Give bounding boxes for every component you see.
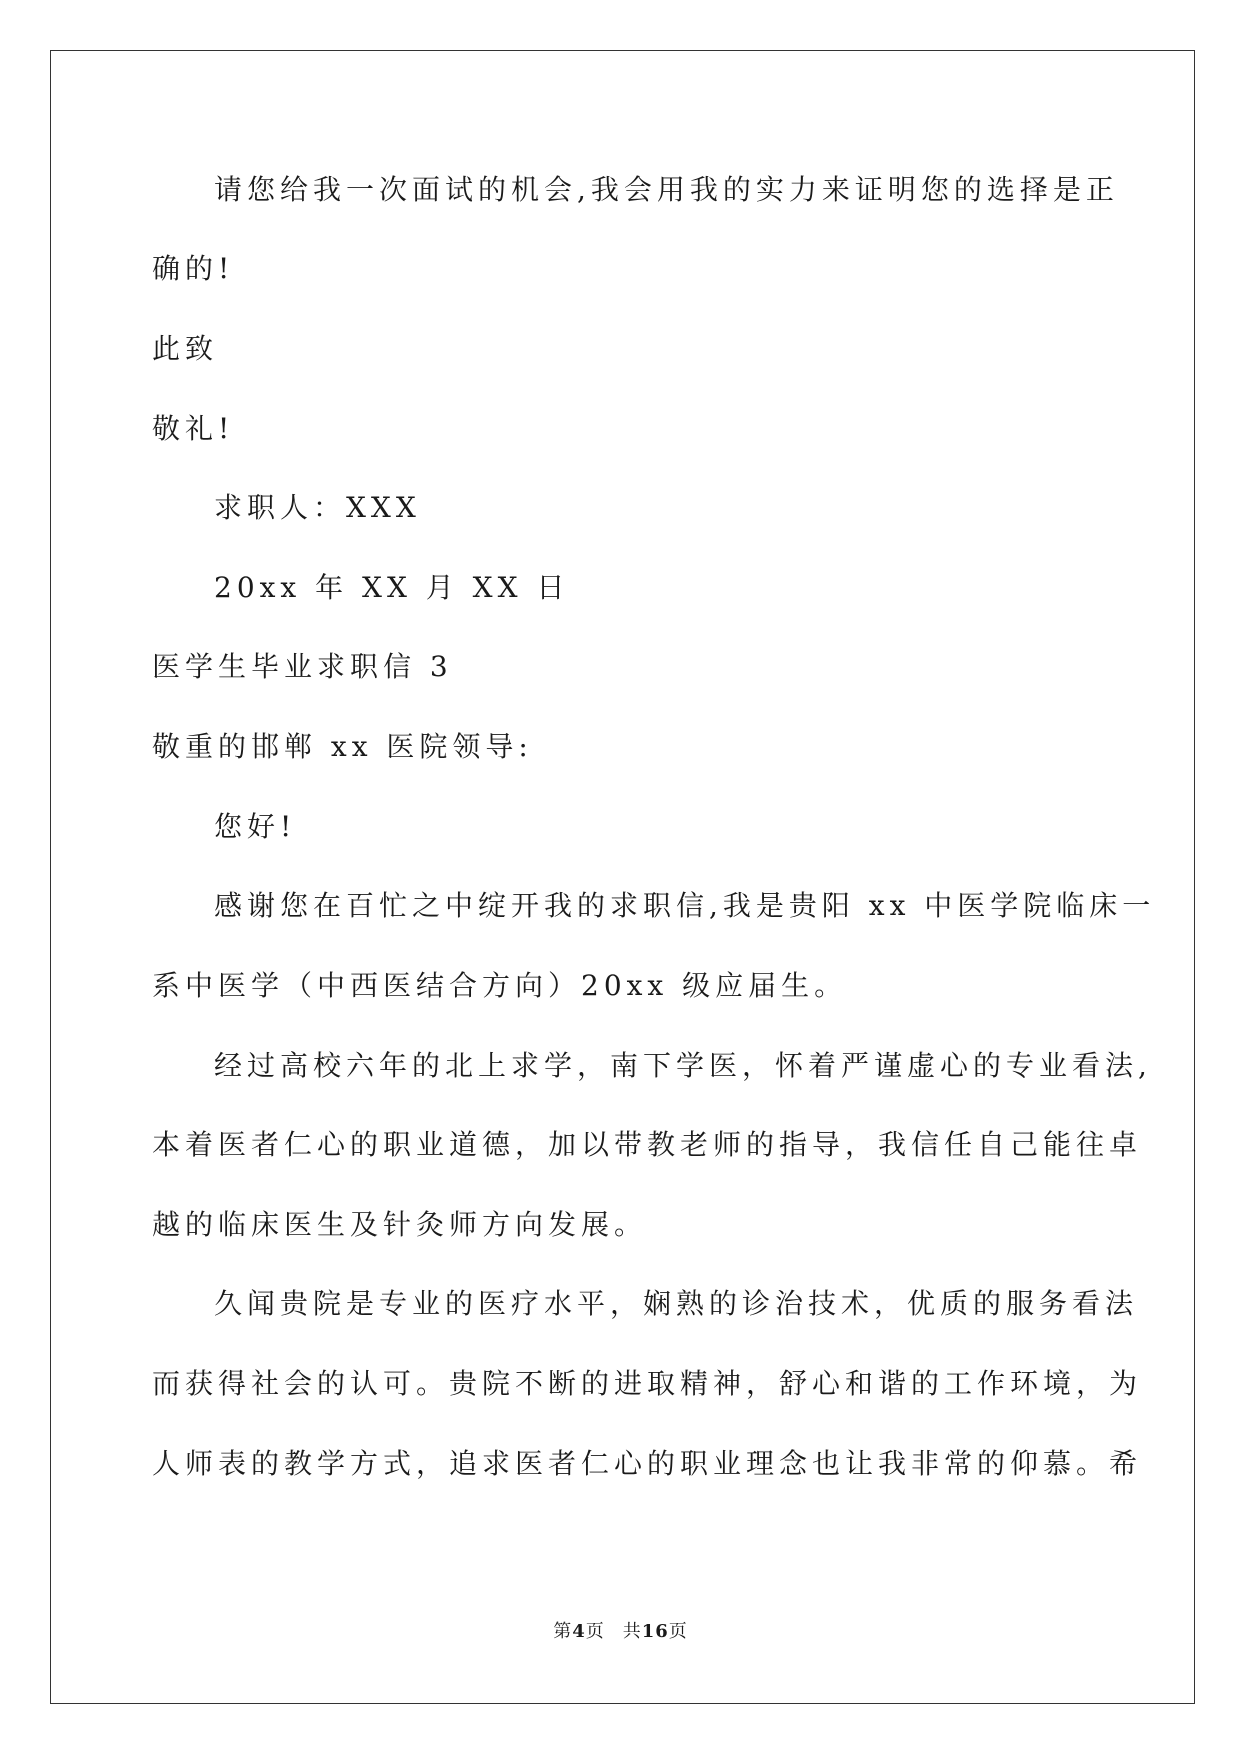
text-line: 而获得社会的认可。贵院不断的进取精神，舒心和谐的工作环境，为 (152, 1367, 1143, 1400)
footer-page-number: 4 (572, 1621, 586, 1642)
text-line: 求职人：XXX (214, 491, 421, 524)
text-line: 20xx 年 XX 月 XX 日 (214, 571, 570, 604)
footer-page-prefix: 第 (553, 1621, 573, 1642)
text-line: 请您给我一次面试的机会,我会用我的实力来证明您的选择是正 (214, 173, 1119, 206)
text-line: 人师表的教学方式，追求医者仁心的职业理念也让我非常的仰慕。希 (152, 1447, 1143, 1480)
footer-page-suffix: 页 (585, 1621, 605, 1642)
footer-total-pages: 16 (641, 1621, 669, 1642)
footer-total-prefix: 共 (622, 1621, 642, 1642)
text-line: 敬礼! (152, 412, 235, 445)
text-line: 越的临床医生及针灸师方向发展。 (152, 1208, 648, 1241)
text-line: 经过高校六年的北上求学，南下学医，怀着严谨虚心的专业看法, (214, 1049, 1152, 1082)
footer-total-suffix: 页 (668, 1621, 688, 1642)
salutation: 敬重的邯郸 xx 医院领导: (152, 730, 533, 763)
page-footer (0, 1620, 1241, 1644)
section-heading: 医学生毕业求职信 3 (152, 650, 453, 683)
text-line: 感谢您在百忙之中绽开我的求职信,我是贵阳 xx 中医学院临床一 (214, 889, 1156, 922)
text-line: 此致 (152, 332, 219, 365)
text-line: 本着医者仁心的职业道德，加以带教老师的指导，我信任自己能往卓 (152, 1128, 1143, 1161)
text-line: 您好! (214, 810, 297, 843)
text-line: 久闻贵院是专业的医疗水平，娴熟的诊治技术，优质的服务看法 (214, 1287, 1139, 1320)
text-line: 确的! (152, 252, 235, 285)
text-line: 系中医学（中西医结合方向）20xx 级应届生。 (152, 969, 848, 1002)
